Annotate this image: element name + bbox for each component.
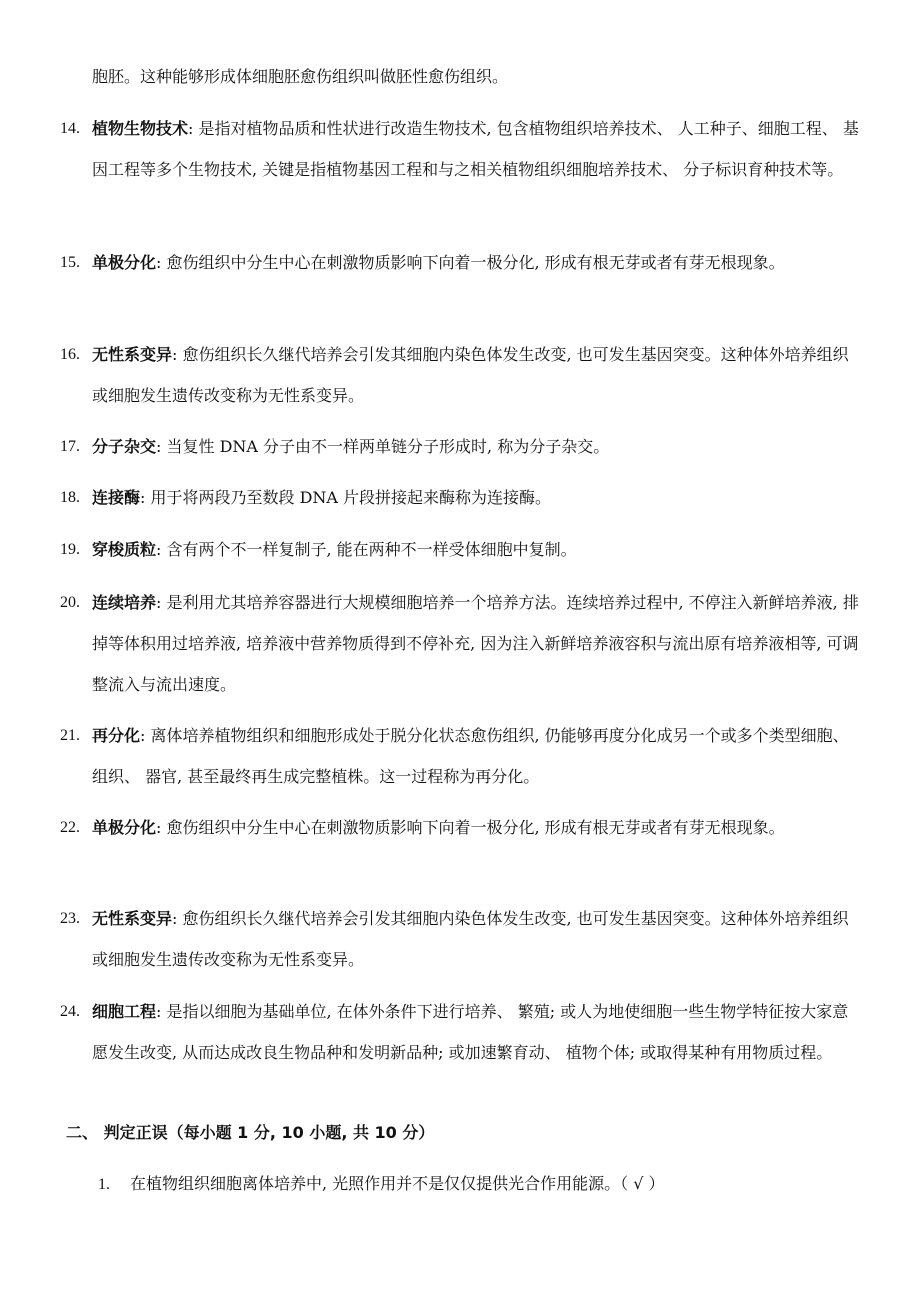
glossary-entry-17: [60, 426, 860, 467]
entry-number: 17.: [60, 438, 80, 455]
entry-number: 16.: [60, 346, 80, 363]
entry-term: 再分化: [92, 726, 141, 745]
entry-term: 分子杂交: [92, 437, 157, 456]
glossary-entry-21: [60, 715, 860, 797]
entry-term: 无性系变异: [92, 909, 173, 928]
glossary-entry-14: [60, 108, 860, 190]
glossary-entry-16: [60, 334, 860, 416]
entry-definition: : 离体培养植物组织和细胞形成处于脱分化状态愈伤组织, 仍能够再度分化成另一个或多个类型细胞、 组织、 器官, 甚至最终再生成完整植株。这一过程称为再分化。: [92, 726, 849, 786]
glossary-entry-22: [60, 807, 860, 848]
glossary-entry-20: [60, 582, 860, 705]
entry-definition: : 愈伤组织长久继代培养会引发其细胞内染色体发生改变, 也可发生基因突变。这种体外培养组织或细胞发生遗传改变称为无性系变异。: [92, 909, 849, 969]
glossary-entry-24: [60, 991, 860, 1073]
entry-number: 24.: [60, 1003, 80, 1020]
entry-definition: : 是指以细胞为基础单位, 在体外条件下进行培养、 繁殖; 或人为地使细胞一些生物学特征按大家意愿发生改变, 从而达成改良生物品种和发明新品种; 或加速繁育动、 植物个体; 或取得某种有用物质过程。: [92, 1002, 849, 1062]
entry-number: 18.: [60, 489, 80, 506]
entry-term: 连续培养: [92, 593, 157, 612]
true-false-question-1: [98, 1171, 665, 1194]
question-number: 1.: [98, 1176, 110, 1193]
entry-number: 19.: [60, 541, 80, 558]
entry-term: 植物生物技术: [92, 119, 189, 138]
entry-term: 穿梭质粒: [92, 540, 157, 559]
entry-term: 细胞工程: [92, 1002, 157, 1021]
entry-definition: : 是指对植物品质和性状进行改造生物技术, 包含植物组织培养技术、 人工种子、细胞工程、 基因工程等多个生物技术, 关键是指植物基因工程和与之相关植物组织细胞培养技术、 分子标识育种技术等。: [92, 119, 859, 179]
entry-term: 无性系变异: [92, 345, 173, 364]
entry-definition: : 用于将两段乃至数段 DNA 片段拼接起来酶称为连接酶。: [140, 488, 552, 507]
entry-definition: : 愈伤组织长久继代培养会引发其细胞内染色体发生改变, 也可发生基因突变。这种体外培养组织或细胞发生遗传改变称为无性系变异。: [92, 345, 849, 405]
entry-term: 连接酶: [92, 488, 141, 507]
glossary-entry-23: [60, 898, 860, 980]
glossary-entry-18: [60, 477, 860, 518]
glossary-entry-15: [60, 242, 860, 283]
entry-number: 23.: [60, 910, 80, 927]
entry-number: 14.: [60, 120, 80, 137]
section-heading: 二、 判定正误（每小题 1 分, 10 小题, 共 10 分）: [66, 1123, 435, 1142]
entry-number: 22.: [60, 819, 80, 836]
entry-number: 15.: [60, 254, 80, 271]
entry-definition: : 愈伤组织中分生中心在刺激物质影响下向着一极分化, 形成有根无芽或者有芽无根现象。: [156, 253, 785, 272]
entry-definition: : 愈伤组织中分生中心在刺激物质影响下向着一极分化, 形成有根无芽或者有芽无根现象。: [156, 818, 785, 837]
entry-term: 单极分化: [92, 818, 157, 837]
entry-number: 21.: [60, 727, 80, 744]
entry-definition: : 是利用尤其培养容器进行大规模细胞培养一个培养方法。连续培养过程中, 不停注入新鲜培养液, 排掉等体积用过培养液, 培养液中营养物质得到不停补充, 因为注入新鲜培养液容积与流出原有培养液相等, 可调整流入与流出速度。: [92, 593, 859, 694]
entry-definition: : 含有两个不一样复制子, 能在两种不一样受体细胞中复制。: [156, 540, 577, 559]
question-text: 在植物组织细胞离体培养中, 光照作用并不是仅仅提供光合作用能源。（ √ ）: [130, 1174, 665, 1193]
continuation-text: 胞胚。这种能够形成体细胞胚愈伤组织叫做胚性愈伤组织。: [92, 67, 509, 86]
entry-term: 单极分化: [92, 253, 157, 272]
entry-definition: : 当复性 DNA 分子由不一样两单链分子形成时, 称为分子杂交。: [156, 437, 610, 456]
entry-number: 20.: [60, 594, 80, 611]
glossary-entry-19: [60, 529, 860, 570]
